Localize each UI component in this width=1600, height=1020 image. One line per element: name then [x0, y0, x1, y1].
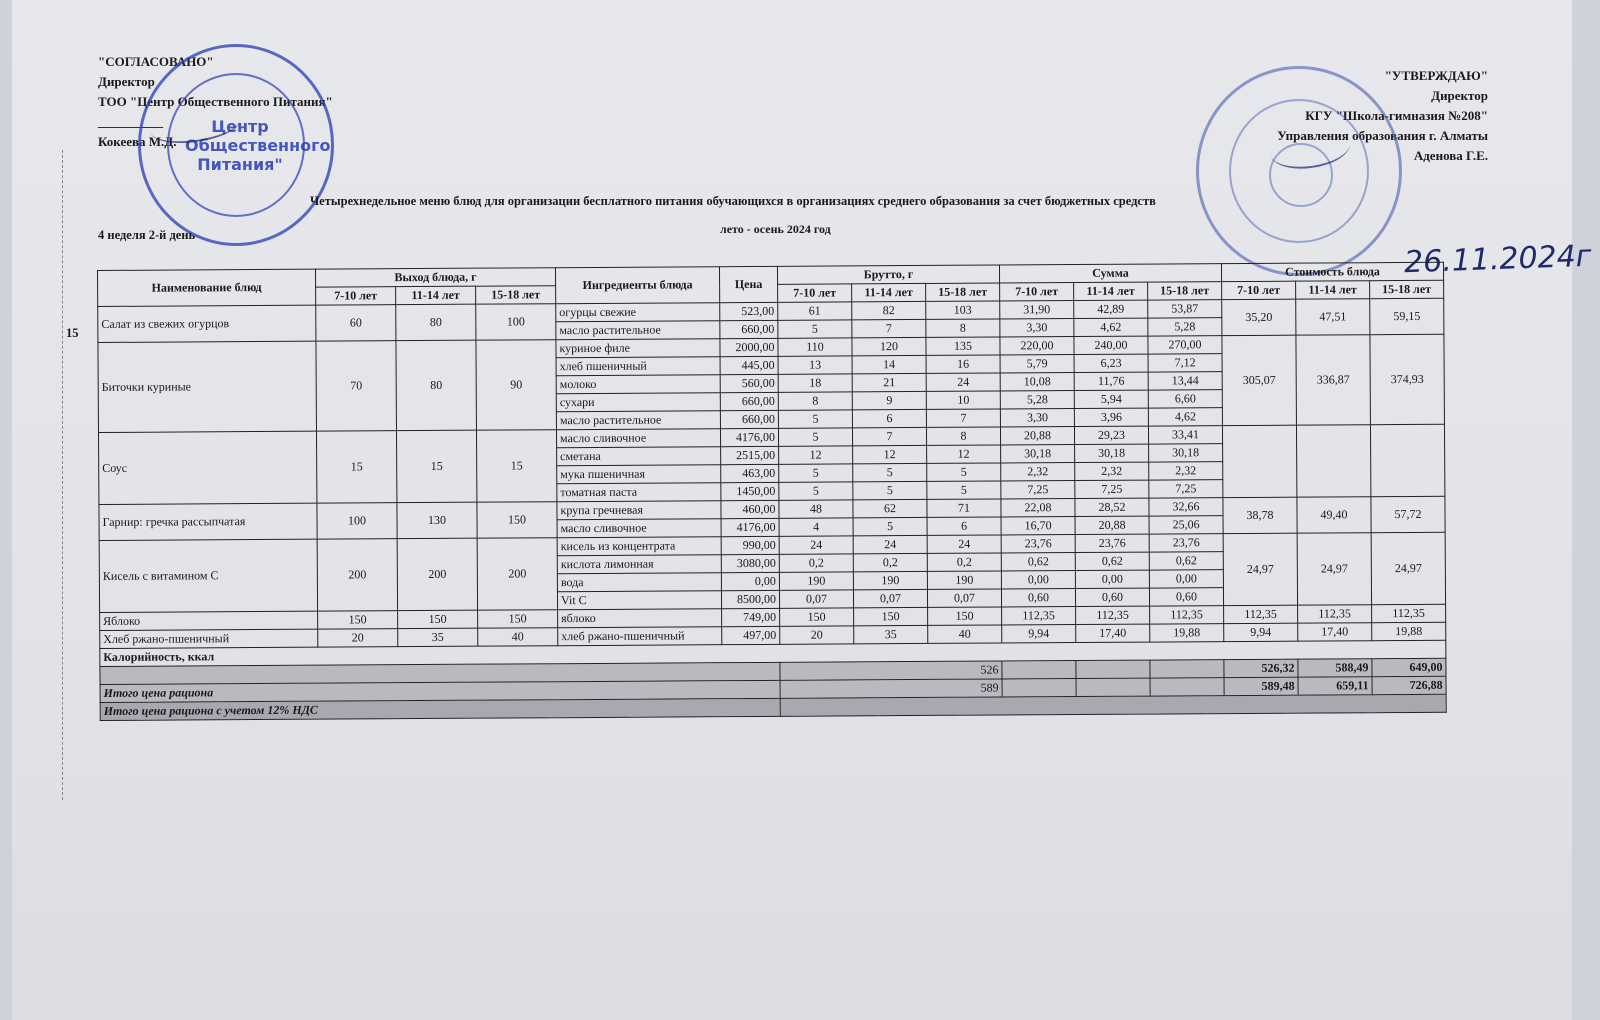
stamp-line-3: Питания" [197, 155, 283, 174]
ingredient-price: 2000,00 [720, 338, 778, 356]
dish-output: 150 [478, 610, 558, 628]
dish-cost: 112,35 [1298, 605, 1372, 623]
dish-output: 200 [477, 538, 557, 610]
dish-cost: 59,15 [1370, 298, 1444, 334]
ingredient-gross: 0,2 [779, 554, 853, 572]
ingredient-name: крупа гречневая [557, 501, 721, 520]
ingredient-sum: 23,76 [1075, 534, 1149, 552]
dish-output: 150 [318, 611, 398, 629]
ingredient-gross: 190 [779, 572, 853, 590]
age-header-output-1: 11-14 лет [396, 286, 476, 304]
ingredient-gross: 150 [928, 607, 1002, 625]
dish-output: 100 [317, 503, 397, 539]
ingredient-name: кисель из концентрата [557, 537, 721, 556]
ingredient-name: хлеб пшеничный [556, 357, 720, 376]
ingredient-price: 4176,00 [721, 518, 779, 536]
header-cost: Стоимость блюда [1221, 262, 1443, 281]
ingredient-sum: 270,00 [1148, 336, 1222, 354]
ingredient-sum: 23,76 [1001, 535, 1075, 553]
age-header-sum-2: 15-18 лет [1148, 282, 1222, 300]
ingredient-sum: 112,35 [1150, 606, 1224, 624]
empty-cell [1002, 679, 1076, 697]
ingredient-gross: 5 [779, 464, 853, 482]
ingredient-gross: 12 [853, 445, 927, 463]
dish-cost: 24,97 [1223, 533, 1297, 605]
ingredient-sum: 0,60 [1075, 588, 1149, 606]
calories-label: Калорийность, ккал [100, 640, 1446, 666]
age-header-gross-2: 15-18 лет [926, 283, 1000, 301]
ingredient-price: 497,00 [722, 626, 780, 644]
ration-label: Итого цена рациона [100, 680, 780, 702]
dish-name: Гарнир: гречка рассыпчатая [99, 503, 317, 540]
dish-output: 150 [398, 610, 478, 628]
ingredient-gross: 5 [853, 463, 927, 481]
ingredient-name: огурцы свежие [556, 303, 720, 322]
ingredient-gross: 0,07 [779, 590, 853, 608]
ingredient-gross: 40 [928, 625, 1002, 643]
ingredient-gross: 5 [927, 481, 1001, 499]
header-dish-name: Наименование блюд [98, 269, 316, 306]
vat-cost: 589,48 [1224, 677, 1298, 695]
ingredient-sum: 7,25 [1149, 480, 1223, 498]
ingredient-name: масло сливочное [557, 519, 721, 538]
ingredient-sum: 5,79 [1000, 355, 1074, 373]
agreed-organization: ТОО "Центр Общественного Питания" [98, 94, 333, 109]
ingredient-name: куриное филе [556, 339, 720, 358]
ingredient-name: томатная паста [557, 483, 721, 502]
empty-cell [1150, 660, 1224, 678]
dish-name: Биточки куриные [98, 341, 317, 432]
ingredient-price: 463,00 [721, 464, 779, 482]
ingredient-sum: 5,28 [1148, 318, 1222, 336]
ingredient-price: 460,00 [721, 500, 779, 518]
ingredient-sum: 6,23 [1074, 354, 1148, 372]
dish-name: Яблоко [100, 611, 318, 630]
ingredient-name: сметана [557, 447, 721, 466]
dish-output: 130 [397, 502, 477, 538]
agreed-name: Кокеева М.Д. [98, 134, 177, 149]
header-gross: Брутто, г [777, 265, 999, 284]
vat-cost: 659,11 [1298, 677, 1372, 695]
ingredient-sum: 25,06 [1149, 516, 1223, 534]
age-header-sum-0: 7-10 лет [1000, 283, 1074, 301]
dish-cost [1370, 424, 1444, 496]
ingredient-sum: 0,60 [1149, 588, 1223, 606]
ingredient-name: вода [557, 573, 721, 592]
ingredient-sum: 6,60 [1148, 390, 1222, 408]
ingredient-name: хлеб ржано-пшеничный [558, 627, 722, 646]
dish-output: 35 [398, 628, 478, 646]
ingredient-price: 749,00 [722, 608, 780, 626]
ingredient-sum: 240,00 [1074, 336, 1148, 354]
dish-cost: 336,87 [1296, 335, 1371, 425]
dish-output: 15 [476, 430, 556, 502]
ingredient-sum: 5,28 [1000, 391, 1074, 409]
age-header-cost-1: 11-14 лет [1296, 281, 1370, 299]
ingredient-sum: 0,62 [1075, 552, 1149, 570]
ingredient-gross: 0,2 [853, 553, 927, 571]
approved-name: Аденова Г.Е. [1413, 148, 1488, 163]
ingredient-price: 2515,00 [721, 446, 779, 464]
ingredient-sum: 53,87 [1148, 300, 1222, 318]
menu-body [98, 298, 1447, 720]
document-title: Четырехнедельное меню блюд для организации бесплатного питания обучающихся в организациях среднего образования за счет бюджетных средств [310, 194, 1156, 208]
dish-output: 100 [476, 304, 556, 340]
dish-output: 15 [396, 430, 476, 502]
ingredient-gross: 71 [927, 499, 1001, 517]
header-output: Выход блюда, г [315, 268, 555, 287]
ingredient-gross: 8 [926, 319, 1000, 337]
ingredient-price: 660,00 [720, 410, 778, 428]
ingredient-price: 1450,00 [721, 482, 779, 500]
ingredient-sum: 0,00 [1075, 570, 1149, 588]
ingredient-gross: 0,2 [927, 553, 1001, 571]
approved-position: Директор [1431, 88, 1488, 103]
ingredient-gross: 12 [779, 446, 853, 464]
ingredient-sum: 30,18 [1001, 445, 1075, 463]
ingredient-gross: 13 [778, 356, 852, 374]
scan-margin-marks [62, 150, 93, 800]
ingredient-sum: 2,32 [1149, 462, 1223, 480]
ingredient-price: 3080,00 [721, 554, 779, 572]
ingredient-gross: 110 [778, 338, 852, 356]
page-number: 15 [66, 326, 79, 340]
ingredient-price: 4176,00 [720, 428, 778, 446]
ingredient-price: 660,00 [720, 320, 778, 338]
approved-organization: КГУ "Школа-гимназия №208" [1305, 108, 1488, 123]
school-stamp-right [1196, 66, 1402, 276]
ingredient-gross: 150 [780, 608, 854, 626]
ingredient-sum: 19,88 [1150, 624, 1224, 642]
ingredient-sum: 22,08 [1001, 499, 1075, 517]
empty-cell [1076, 678, 1150, 696]
ingredient-name: яблоко [558, 609, 722, 628]
empty-cell [780, 694, 1446, 716]
empty-cell [1002, 661, 1076, 679]
ingredient-gross: 6 [927, 517, 1001, 535]
ingredient-gross: 135 [926, 337, 1000, 355]
ingredient-gross: 14 [852, 355, 926, 373]
ingredient-sum: 7,25 [1001, 481, 1075, 499]
dish-cost: 24,97 [1371, 532, 1445, 604]
ingredient-sum: 0,62 [1149, 552, 1223, 570]
ingredient-gross: 6 [852, 409, 926, 427]
ingredient-sum: 30,18 [1149, 444, 1223, 462]
dish-output: 150 [477, 502, 557, 538]
header-ingredients: Ингредиенты блюда [555, 267, 719, 304]
ingredient-gross: 62 [853, 499, 927, 517]
ingredient-gross: 21 [852, 373, 926, 391]
dish-output: 40 [478, 628, 558, 646]
approved-department: Управления образования г. Алматы [1277, 128, 1488, 143]
dish-output: 80 [396, 340, 477, 430]
age-header-output-0: 7-10 лет [316, 287, 396, 305]
dish-name: Соус [98, 431, 316, 504]
ingredient-sum: 4,62 [1148, 408, 1222, 426]
dish-cost: 24,97 [1297, 533, 1371, 605]
ingredient-sum: 16,70 [1001, 517, 1075, 535]
ingredient-gross: 5 [853, 517, 927, 535]
dish-output: 200 [397, 538, 477, 610]
dish-cost: 49,40 [1297, 497, 1371, 533]
ingredient-name: сухари [556, 393, 720, 412]
ingredient-gross: 7 [926, 409, 1000, 427]
ingredient-price: 523,00 [720, 302, 778, 320]
ingredient-gross: 4 [779, 518, 853, 536]
empty-cell [1076, 660, 1150, 678]
ingredient-gross: 120 [852, 337, 926, 355]
ingredient-gross: 24 [853, 535, 927, 553]
ingredient-gross: 24 [927, 535, 1001, 553]
ingredient-sum: 0,60 [1001, 589, 1075, 607]
ration-cost: 649,00 [1372, 658, 1446, 676]
ingredient-sum: 112,35 [1002, 607, 1076, 625]
ingredient-gross: 5 [778, 320, 852, 338]
ingredient-name: масло растительное [556, 411, 720, 430]
ingredient-gross: 5 [779, 482, 853, 500]
dish-output: 90 [476, 340, 557, 430]
ingredient-sum: 3,30 [1000, 319, 1074, 337]
ingredient-sum: 11,76 [1074, 372, 1148, 390]
ingredient-sum: 30,18 [1075, 444, 1149, 462]
ingredient-gross: 9 [852, 391, 926, 409]
calories-value: 526 [780, 661, 1002, 680]
ingredient-gross: 190 [927, 571, 1001, 589]
ingredient-gross: 8 [926, 427, 1000, 445]
vat-cost: 726,88 [1372, 676, 1446, 694]
stamp-line-2: Общественного [185, 136, 331, 155]
ingredient-gross: 190 [853, 571, 927, 589]
ingredient-sum: 112,35 [1076, 606, 1150, 624]
ingredient-name: Vit C [557, 591, 721, 610]
dish-cost: 374,93 [1370, 334, 1445, 424]
ingredient-sum: 28,52 [1075, 498, 1149, 516]
age-header-cost-0: 7-10 лет [1222, 281, 1296, 299]
signature-line-left: __________ [98, 114, 163, 129]
dish-cost: 35,20 [1222, 299, 1296, 335]
ingredient-name: масло растительное [556, 321, 720, 340]
dish-output: 200 [317, 539, 397, 611]
ingredient-price: 445,00 [720, 356, 778, 374]
ingredient-gross: 82 [852, 301, 926, 319]
ingredient-sum: 3,96 [1074, 408, 1148, 426]
ingredient-gross: 10 [926, 391, 1000, 409]
ingredient-price: 0,00 [721, 572, 779, 590]
dish-output: 60 [316, 305, 396, 341]
ingredient-sum: 0,00 [1001, 571, 1075, 589]
ingredient-gross: 12 [927, 445, 1001, 463]
week-day: 4 неделя 2-й день [98, 228, 196, 242]
approved-heading: "УТВЕРЖДАЮ" [1384, 68, 1488, 83]
dish-cost: 17,40 [1298, 623, 1372, 641]
ingredient-gross: 150 [854, 607, 928, 625]
dish-cost: 9,94 [1224, 623, 1298, 641]
age-header-cost-2: 15-18 лет [1370, 280, 1444, 298]
vat-label: Итого цена рациона с учетом 12% НДС [100, 698, 780, 720]
dish-cost [1296, 425, 1370, 497]
ingredient-name: мука пшеничная [557, 465, 721, 484]
ingredient-gross: 8 [778, 392, 852, 410]
handwritten-date: 26.11.2024г [1403, 238, 1593, 281]
agreed-position: Директор [98, 74, 155, 89]
dish-cost: 112,35 [1372, 604, 1446, 622]
age-header-gross-1: 11-14 лет [852, 283, 926, 301]
ingredient-sum: 29,23 [1074, 426, 1148, 444]
ingredient-sum: 2,32 [1075, 462, 1149, 480]
age-header-gross-0: 7-10 лет [778, 284, 852, 302]
empty-cell [1150, 678, 1224, 696]
ingredient-price: 8500,00 [721, 590, 779, 608]
ration-cost: 588,49 [1298, 659, 1372, 677]
dish-name: Салат из свежих огурцов [98, 305, 316, 342]
ingredient-gross: 24 [926, 373, 1000, 391]
ingredient-name: масло сливочное [556, 429, 720, 448]
ingredient-name: кислота лимонная [557, 555, 721, 574]
dish-output: 20 [318, 629, 398, 647]
ingredient-sum: 33,41 [1148, 426, 1222, 444]
ingredient-sum: 17,40 [1076, 624, 1150, 642]
ration-cost: 526,32 [1224, 659, 1298, 677]
dish-cost: 19,88 [1372, 622, 1446, 640]
ingredient-gross: 61 [778, 302, 852, 320]
dish-cost [1222, 425, 1296, 497]
stamp-line-1: Центр [211, 117, 269, 136]
dish-output: 70 [316, 341, 397, 431]
ingredient-gross: 103 [926, 301, 1000, 319]
ingredient-gross: 7 [852, 319, 926, 337]
ingredient-gross: 7 [852, 427, 926, 445]
header-sum: Сумма [999, 264, 1221, 283]
ingredient-gross: 48 [779, 500, 853, 518]
dish-output: 80 [396, 304, 476, 340]
ingredient-sum: 13,44 [1148, 372, 1222, 390]
dish-cost: 112,35 [1224, 605, 1298, 623]
header-price: Цена [719, 266, 777, 302]
age-header-sum-1: 11-14 лет [1074, 282, 1148, 300]
dish-cost: 57,72 [1371, 496, 1445, 532]
ingredient-gross: 0,07 [927, 589, 1001, 607]
ingredient-price: 660,00 [720, 392, 778, 410]
ingredient-gross: 0,07 [853, 589, 927, 607]
ingredient-sum: 0,62 [1001, 553, 1075, 571]
dish-cost: 38,78 [1223, 497, 1297, 533]
season: лето - осень 2024 год [720, 222, 831, 236]
age-header-output-2: 15-18 лет [476, 286, 556, 304]
ingredient-sum: 3,30 [1000, 409, 1074, 427]
ration-value: 589 [780, 679, 1002, 698]
ingredient-gross: 5 [778, 428, 852, 446]
ingredient-sum: 0,00 [1149, 570, 1223, 588]
ingredient-sum: 7,25 [1075, 480, 1149, 498]
dish-cost: 47,51 [1296, 299, 1370, 335]
dish-output: 15 [316, 431, 396, 503]
ingredient-sum: 42,89 [1074, 300, 1148, 318]
ingredient-gross: 35 [854, 625, 928, 643]
ingredient-sum: 4,62 [1074, 318, 1148, 336]
ingredient-sum: 5,94 [1074, 390, 1148, 408]
ingredient-gross: 24 [779, 536, 853, 554]
menu-table [97, 262, 1447, 721]
ingredient-name: молоко [556, 375, 720, 394]
ingredient-sum: 9,94 [1002, 625, 1076, 643]
organization-stamp-left [138, 44, 334, 246]
ingredient-sum: 220,00 [1000, 337, 1074, 355]
ingredient-sum: 10,08 [1000, 373, 1074, 391]
ingredient-sum: 20,88 [1075, 516, 1149, 534]
ingredient-sum: 2,32 [1001, 463, 1075, 481]
ingredient-gross: 5 [778, 410, 852, 428]
ingredient-sum: 32,66 [1149, 498, 1223, 516]
dish-cost: 305,07 [1222, 335, 1297, 425]
dish-name: Кисель с витамином С [99, 539, 317, 612]
ingredient-sum: 7,12 [1148, 354, 1222, 372]
ingredient-gross: 18 [778, 374, 852, 392]
ingredient-gross: 20 [780, 626, 854, 644]
ingredient-price: 560,00 [720, 374, 778, 392]
ingredient-price: 990,00 [721, 536, 779, 554]
ingredient-sum: 23,76 [1149, 534, 1223, 552]
ingredient-sum: 31,90 [1000, 301, 1074, 319]
ingredient-gross: 5 [927, 463, 1001, 481]
agreed-heading: "СОГЛАСОВАНО" [98, 54, 214, 69]
ingredient-sum: 20,88 [1000, 427, 1074, 445]
ingredient-gross: 5 [853, 481, 927, 499]
ingredient-gross: 16 [926, 355, 1000, 373]
dish-name: Хлеб ржано-пшеничный [100, 629, 318, 648]
